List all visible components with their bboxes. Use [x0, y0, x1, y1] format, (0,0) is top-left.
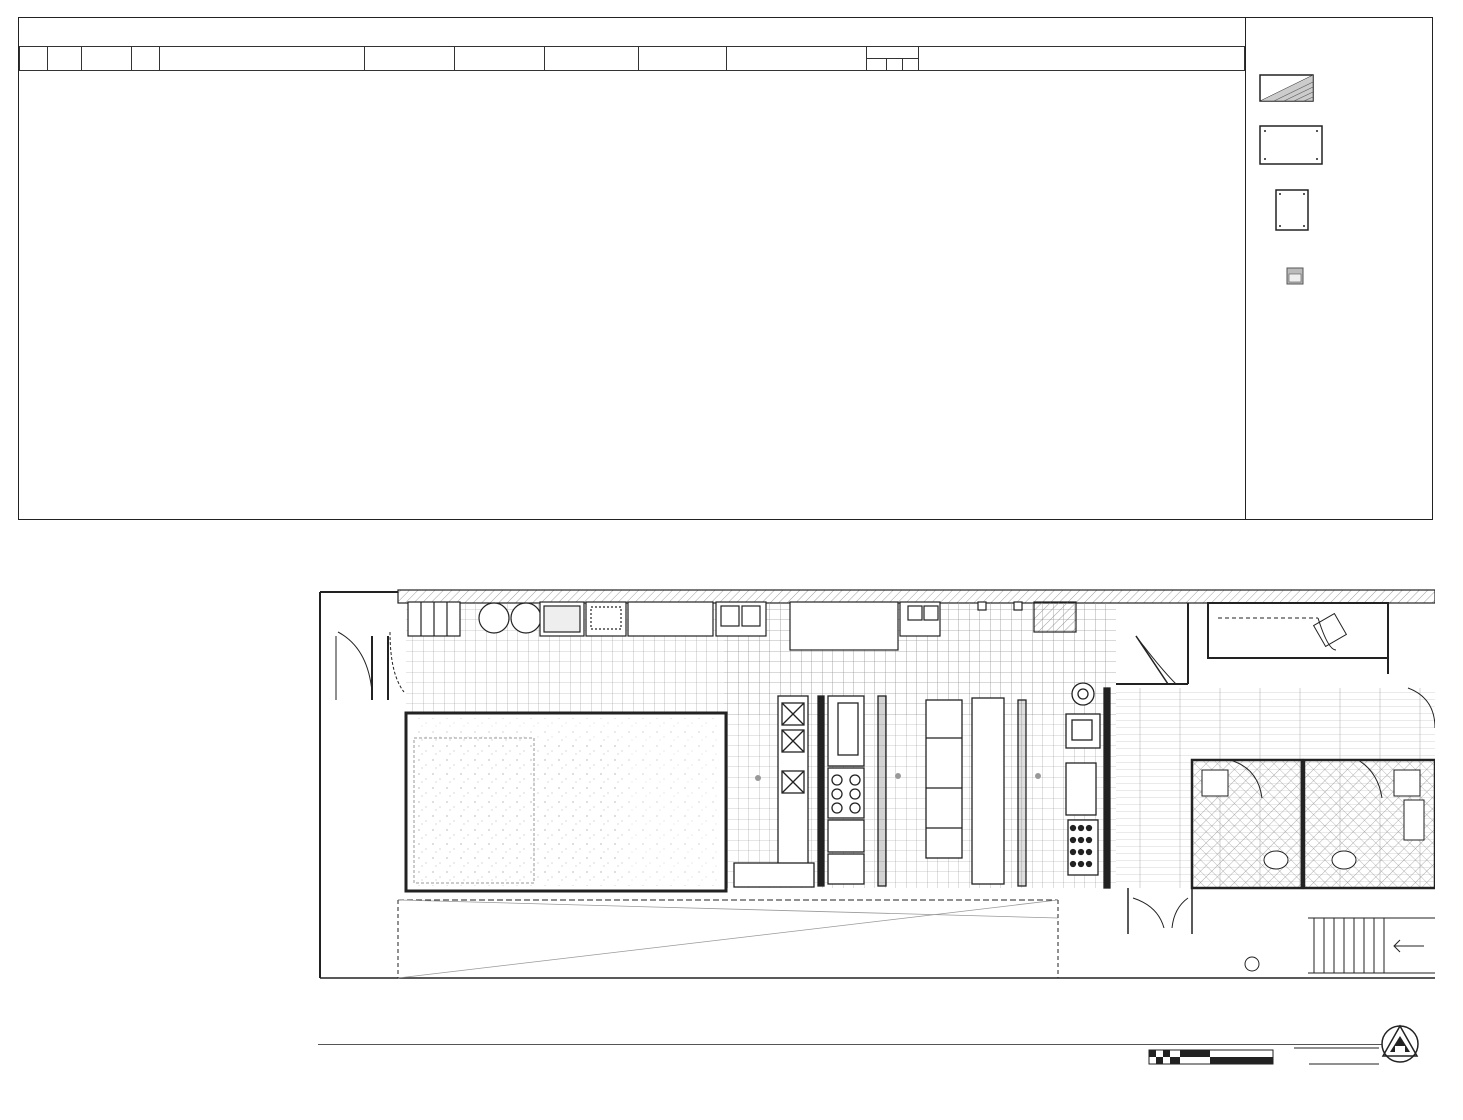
schedule-table — [19, 46, 1245, 71]
kitchen-floor-plan — [318, 588, 1435, 983]
floor-sink-icon — [1259, 260, 1323, 290]
equipment-sheet — [18, 17, 1433, 520]
storage-rack-icon — [1259, 74, 1314, 102]
header-nsf — [866, 59, 886, 71]
header-model — [454, 47, 544, 71]
header-ul — [886, 59, 902, 71]
north-arrow — [1293, 1024, 1433, 1074]
header-gas-elec — [727, 47, 867, 71]
header-qty — [131, 47, 159, 71]
header-etl — [902, 59, 918, 71]
header-item — [47, 47, 81, 71]
work-table-large-icon — [1259, 125, 1323, 167]
header-description — [159, 47, 364, 71]
graphic-scale — [1147, 1026, 1277, 1086]
equipment-schedule — [19, 18, 1246, 519]
header-zone — [20, 47, 48, 71]
header-size — [639, 47, 727, 71]
work-table-small-icon — [1259, 188, 1323, 233]
equipment-legend — [1247, 18, 1433, 519]
header-remarks — [918, 47, 1244, 71]
header-supp — [81, 47, 131, 71]
header-manuf — [365, 47, 455, 71]
header-listings — [866, 47, 918, 59]
header-style — [544, 47, 639, 71]
